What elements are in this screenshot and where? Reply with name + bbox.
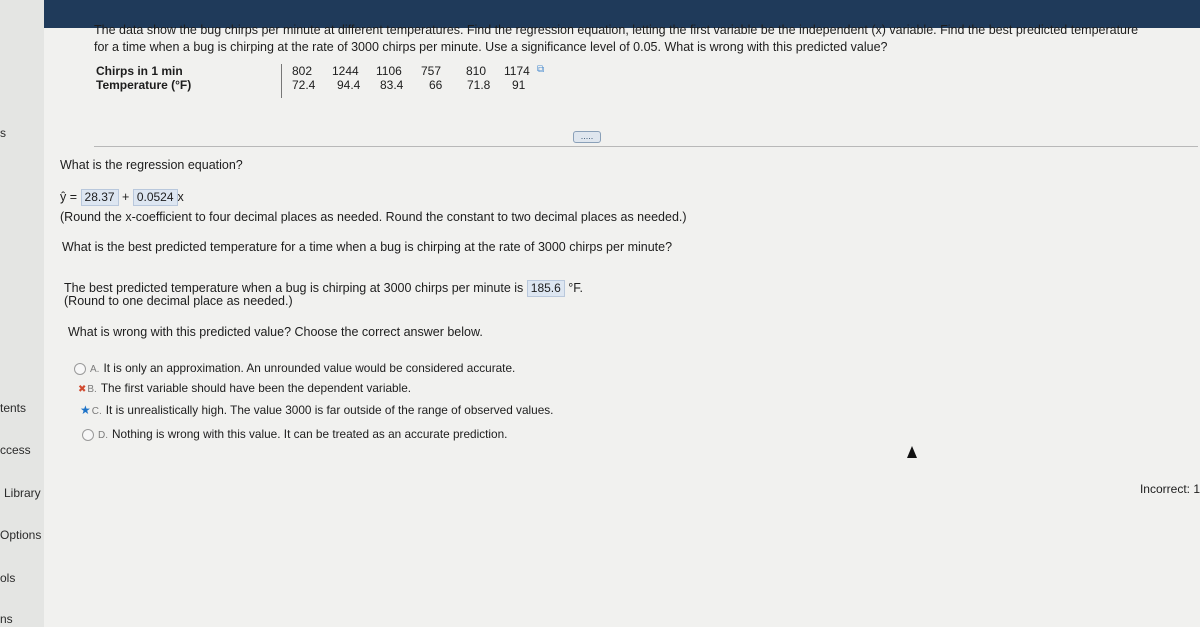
table-cell: 757 xyxy=(421,64,442,78)
question-statement: The data show the bug chirps per minute at different temperatures. Find the regression equation, letting the first variable be the independent (x) variable. Find the best predicted temperature for a time when a bug is chirping at the rate of 3000 chirps per minute. Use a significance level of 0.05. What is wrong with this predicted value? xyxy=(94,23,1139,54)
part2-rounding-note: (Round to one decimal place as needed.) xyxy=(64,294,293,308)
mouse-cursor-icon xyxy=(907,446,917,458)
sidebar-item-access[interactable]: ccess xyxy=(0,443,31,457)
constant-answer-box[interactable]: 28.37 xyxy=(81,189,119,206)
sidebar-item-tools[interactable]: ols xyxy=(0,571,16,585)
plus-sign: + xyxy=(122,190,130,204)
sidebar-item-contents[interactable]: tents xyxy=(0,401,27,415)
choice-text: It is only an approximation. An unrounded value would be considered accurate. xyxy=(103,361,516,375)
table-cell: 802 xyxy=(292,64,313,78)
table-row-label-chirps: Chirps in 1 min xyxy=(96,64,183,78)
choice-letter: C. xyxy=(91,406,102,417)
y-hat-label: ŷ = xyxy=(60,190,78,204)
x-variable: x xyxy=(177,190,184,204)
part1-rounding-note: (Round the x-coefficient to four decimal places as needed. Round the constant to two decimal places as needed.) xyxy=(60,210,687,224)
incorrect-count-label: Incorrect: 1 xyxy=(1139,482,1200,496)
table-divider xyxy=(281,64,282,98)
choice-d[interactable] xyxy=(82,427,507,441)
section-divider xyxy=(94,146,1198,147)
choice-text: The first variable should have been the dependent variable. xyxy=(100,381,412,395)
copy-data-icon[interactable]: ⧉ xyxy=(537,64,545,75)
radio-icon[interactable] xyxy=(74,363,86,375)
predicted-temperature-answer-box[interactable]: 185.6 xyxy=(527,280,565,297)
table-cell: 1244 xyxy=(332,64,359,78)
table-cell: 71.8 xyxy=(467,78,491,92)
radio-icon[interactable] xyxy=(82,429,94,441)
sidebar-edge-marker: s xyxy=(0,126,6,140)
choice-text: Nothing is wrong with this value. It can be treated as an accurate prediction. xyxy=(112,427,508,441)
choice-a[interactable] xyxy=(74,361,515,375)
choice-letter: D. xyxy=(98,430,108,441)
coefficient-answer-box[interactable]: 0.0524 xyxy=(133,189,178,206)
incorrect-x-icon: ✖ xyxy=(78,384,87,395)
choice-b[interactable] xyxy=(78,381,411,395)
part2-sentence: The best predicted temperature when a bug is chirping at 3000 chirps per minute is xyxy=(64,281,524,295)
part2-prompt: What is the best predicted temperature for a time when a bug is chirping at the rate of 3000 chirps per minute? xyxy=(62,240,673,254)
temperature-unit: °F. xyxy=(568,281,584,295)
choice-letter: A. xyxy=(90,364,100,375)
table-cell: 91 xyxy=(512,78,526,92)
expand-more-button[interactable]: ..... xyxy=(573,131,601,143)
sidebar-item-more[interactable]: ns xyxy=(0,612,13,626)
sidebar xyxy=(0,0,44,627)
question-panel xyxy=(44,23,1200,627)
table-cell: 83.4 xyxy=(380,78,404,92)
part3-prompt: What is wrong with this predicted value? Choose the correct answer below. xyxy=(68,325,483,339)
sidebar-item-library[interactable]: Library xyxy=(4,486,41,500)
table-cell: 72.4 xyxy=(292,78,316,92)
correct-star-icon: ★ xyxy=(80,403,91,417)
table-row-label-temperature: Temperature (°F) xyxy=(96,78,192,92)
choice-letter: B. xyxy=(87,384,97,395)
choice-text: It is unrealistically high. The value 3000 is far outside of the range of observed values. xyxy=(105,403,554,417)
table-cell: 810 xyxy=(466,64,487,78)
table-cell: 66 xyxy=(429,78,443,92)
part1-prompt: What is the regression equation? xyxy=(60,158,243,172)
table-cell: 1106 xyxy=(376,64,402,78)
table-cell: 1174 xyxy=(504,64,530,78)
table-cell: 94.4 xyxy=(337,78,361,92)
regression-equation xyxy=(60,189,184,206)
choice-c[interactable] xyxy=(80,403,553,417)
sidebar-item-options[interactable]: Options xyxy=(0,528,42,542)
